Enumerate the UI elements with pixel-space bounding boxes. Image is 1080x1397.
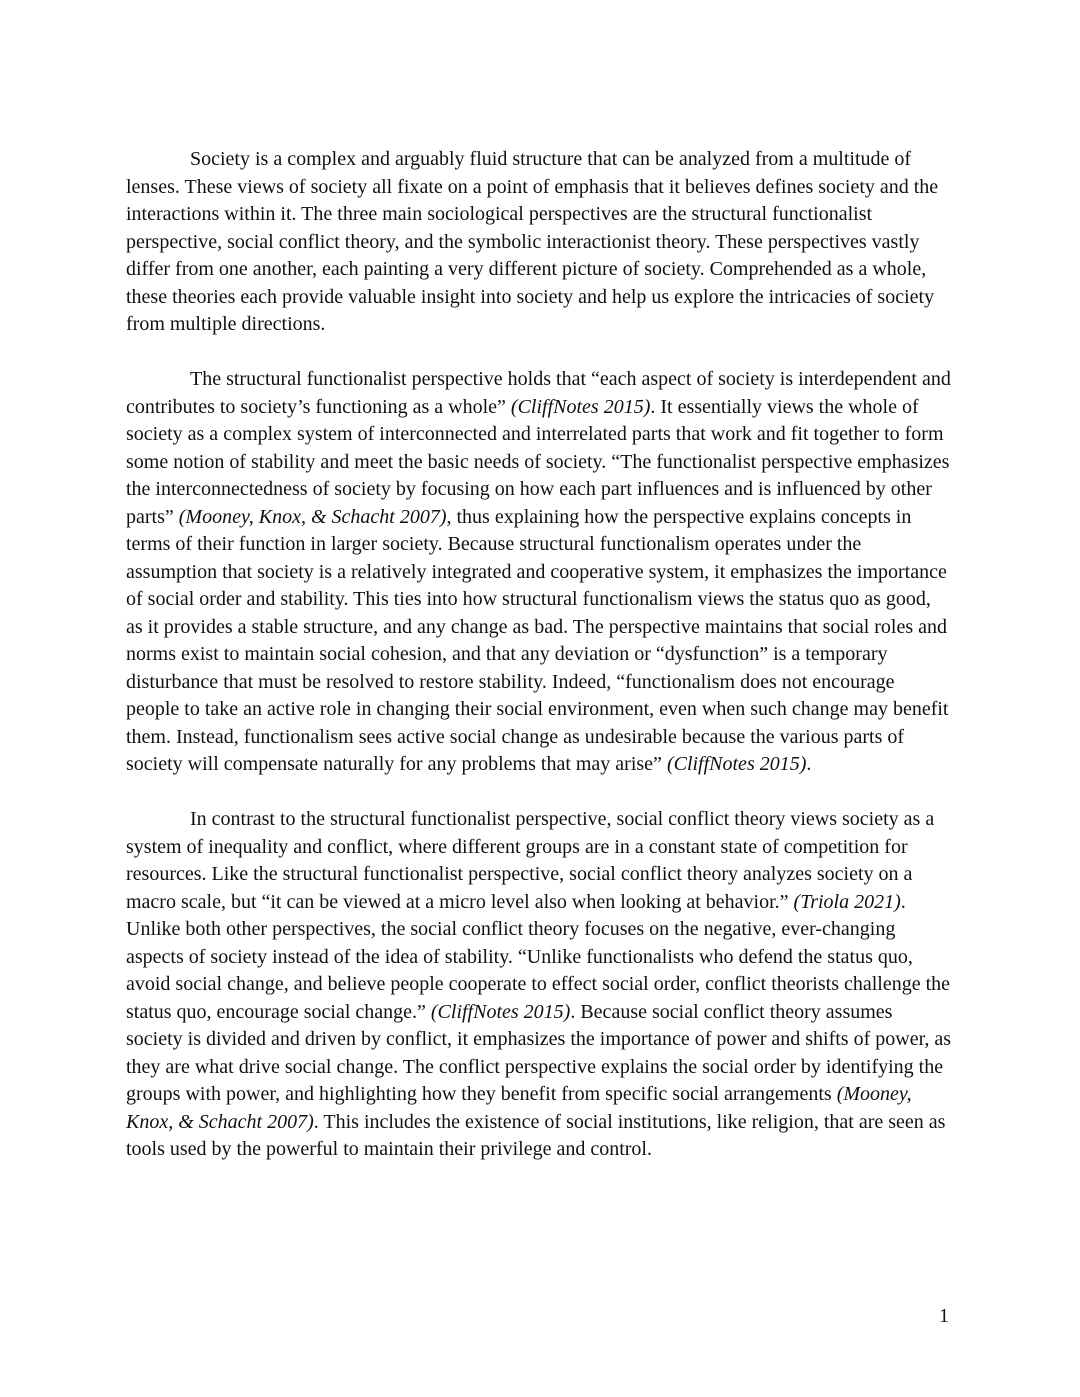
document-body	[126, 146, 952, 1191]
citation: (CliffNotes 2015)	[430, 1000, 571, 1023]
citation: (CliffNotes 2015)	[666, 753, 807, 775]
text-run: . Because social conflict theory assumes society is divided and driven by conflict, it emphasizes the importance of power and shifts of power, as they are what drive social change. The conflict perspective explains the social order by identifying the groups with power, and highlighting how they benefit from specific social arrangements	[126, 1000, 952, 1105]
text-run: .	[806, 753, 812, 775]
text-run: , thus explaining how the perspective explains concepts in terms of their function in larger society. Because structural functionalism operates under the assumption that society is a relatively integrated and cooperative system, it emphasizes the importance of social order and stability. This ties into how structural functionalism views the status quo as good, as it provides a stable structure, and any change as bad. The perspective maintains that social roles and norms exist to maintain social cohesion, and that any deviation or “dysfunction” is a temporary disturbance that must be resolved to restore stability. Indeed, “functionalism does not encourage people to take an active role in changing their social environment, even when such change may benefit them. Instead, functionalism sees active social change as undesirable because the various parts of society will compensate naturally for any problems that may arise”	[126, 505, 949, 775]
text-run: . Unlike both other perspectives, the social conflict theory focuses on the negative, ever-changing aspects of society instead of the idea of stability. “Unlike functionalists who defend the status quo, avoid social change, and believe people cooperate to effect social order, conflict theorists challenge the status quo, encourage social change.”	[126, 890, 951, 1023]
text-run: The structural functionalist perspective holds that “each aspect of society is interdependent and contributes to society’s functioning as a whole”	[126, 368, 951, 418]
text-run: Society is a complex and arguably fluid structure that can be analyzed from a multitude of lenses. These views of society all fixate on a point of emphasis that it believes defines society and the interactions within it. The three main sociological perspectives are the structural functionalist perspective, social conflict theory, and the symbolic interactionist theory. These perspectives vastly differ from one another, each painting a very different picture of society. Comprehended as a whole, these theories each provide valuable insight into society and help us explore the intricacies of society from multiple directions.	[126, 148, 939, 335]
text-run: . This includes the existence of social institutions, like religion, that are seen as tools used by the powerful to maintain their privilege and control.	[126, 1110, 946, 1160]
paragraph	[126, 366, 952, 779]
page-number: 1	[939, 1305, 949, 1327]
citation: (Mooney, Knox, & Schacht 2007)	[178, 505, 447, 528]
citation: (Triola 2021)	[793, 890, 901, 913]
text-run: . It essentially views the whole of society as a complex system of interconnected and interrelated parts that work and fit together to form some notion of stability and meet the basic needs of society. “The functionalist perspective emphasizes the interconnectedness of society by focusing on how each part influences and is influenced by other parts”	[126, 395, 950, 528]
paragraph	[126, 146, 952, 339]
text-run: In contrast to the structural functionalist perspective, social conflict theory views society as a system of inequality and conflict, where different groups are in a constant state of competition for resources. Like the structural functionalist perspective, social conflict theory analyzes society on a macro scale, but “it can be viewed at a micro level also when looking at behavior.”	[126, 808, 935, 913]
citation: (Mooney, Knox, & Schacht 2007)	[126, 1083, 912, 1133]
paragraph	[126, 806, 952, 1164]
citation: (CliffNotes 2015)	[510, 395, 651, 418]
